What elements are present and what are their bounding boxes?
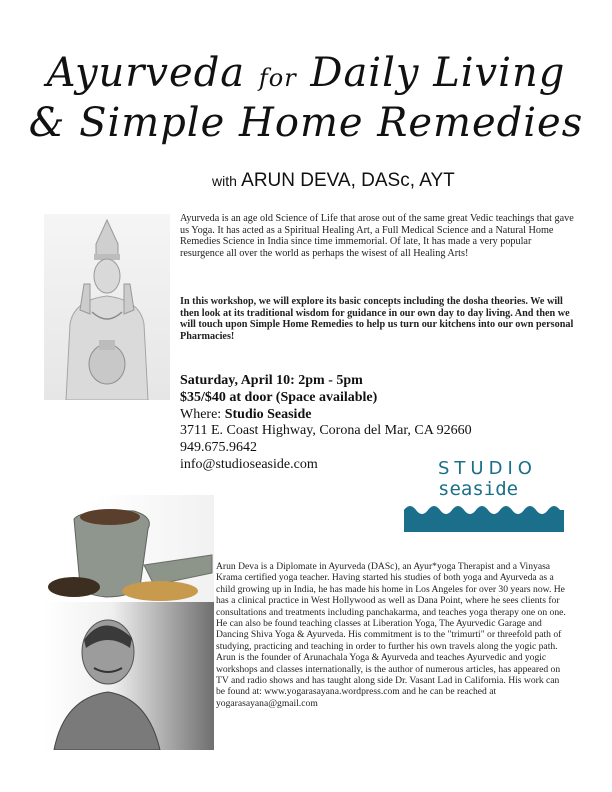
event-where-label: Where: [180, 406, 222, 422]
title-daily-living: Daily Living [296, 50, 566, 96]
title-for: for [258, 64, 297, 92]
deity-figure-icon [44, 214, 170, 400]
title-line-1 [0, 50, 612, 96]
wave-icon [404, 502, 564, 532]
presenter-portrait [44, 602, 214, 750]
event-price: $35/$40 at door (Space available) [180, 389, 378, 405]
mortar-icon [44, 495, 214, 605]
logo-seaside: seaside [438, 478, 519, 500]
studio-seaside-logo [404, 458, 564, 536]
intro-paragraph: Ayurveda is an age old Science of Life that arose out of the same great Vedic teachings that gave us Yoga. It has acted as a Spiritual Healing Art, a Full Medical Science and a Natural Home Remedies Science in India since time immemorial. Of late, It has made a very popular resurgence all over the world as perhaps the wisest of all Healing Arts! [180, 213, 574, 260]
event-address: 3711 E. Coast Highway, Corona del Mar, CA 92660 [180, 423, 472, 439]
byline-with: with [212, 173, 237, 189]
title-ayurveda: Ayurveda [46, 50, 259, 96]
portrait-figure-icon [44, 602, 214, 750]
logo-studio: STUDIO [438, 458, 537, 479]
mortar-pestle-photo [44, 495, 214, 605]
event-where [180, 407, 472, 424]
event-date: Saturday, April 10: 2pm - 5pm [180, 373, 363, 388]
byline [212, 170, 455, 192]
presenter-name: ARUN DEVA, DASc, AYT [241, 170, 455, 191]
event-email: info@studioseaside.com [180, 456, 318, 472]
bio-paragraph: Arun Deva is a Diplomate in Ayurveda (DASc), an Ayur*yoga Therapist and a Vinyasa Krama certified yoga teacher. Having started his studies of both yoga and Ayurveda as a child growing up in India, he has made his home in Los Angeles for over 30 years now. He has a clinical practice in West Hollywood as well as Dana Point, where he sees clients for consultations and treatments including panchakarma, and teaches yoga therapy one on one. He can also be found teaching classes at Liberation Yoga, The Ayurvedic Garage and Dancing Shiva Yoga & Ayurveda. His commitment is to the "trimurti" or threefold path of studying, practicing and teaching in order to further his own travels along the yogic path. Arun is the founder of Arunachala Yoga & Ayurveda and teaches Ayurvedic and yogic workshops and classes internationally, is the author of numerous articles, has appeared on TV and radio shows and has taught along side Dr. Vasant Lad in California. His work can be found at: www.yogarasayana.wordpress.com and he can be reached at yogarasayana@gmail.com [216, 561, 566, 709]
event-phone: 949.675.9642 [180, 440, 257, 456]
workshop-paragraph: In this workshop, we will explore its basic concepts including the dosha theories. We will then look at its traditional wisdom for guidance in our own day to day living. And then we will touch upon Simple Home Remedies to help us turn our kitchens into our own personal Pharmacies! [180, 296, 574, 343]
title-line-2: & Simple Home Remedies [28, 100, 584, 146]
event-venue: Studio Seaside [224, 406, 312, 422]
deity-illustration [44, 214, 170, 400]
